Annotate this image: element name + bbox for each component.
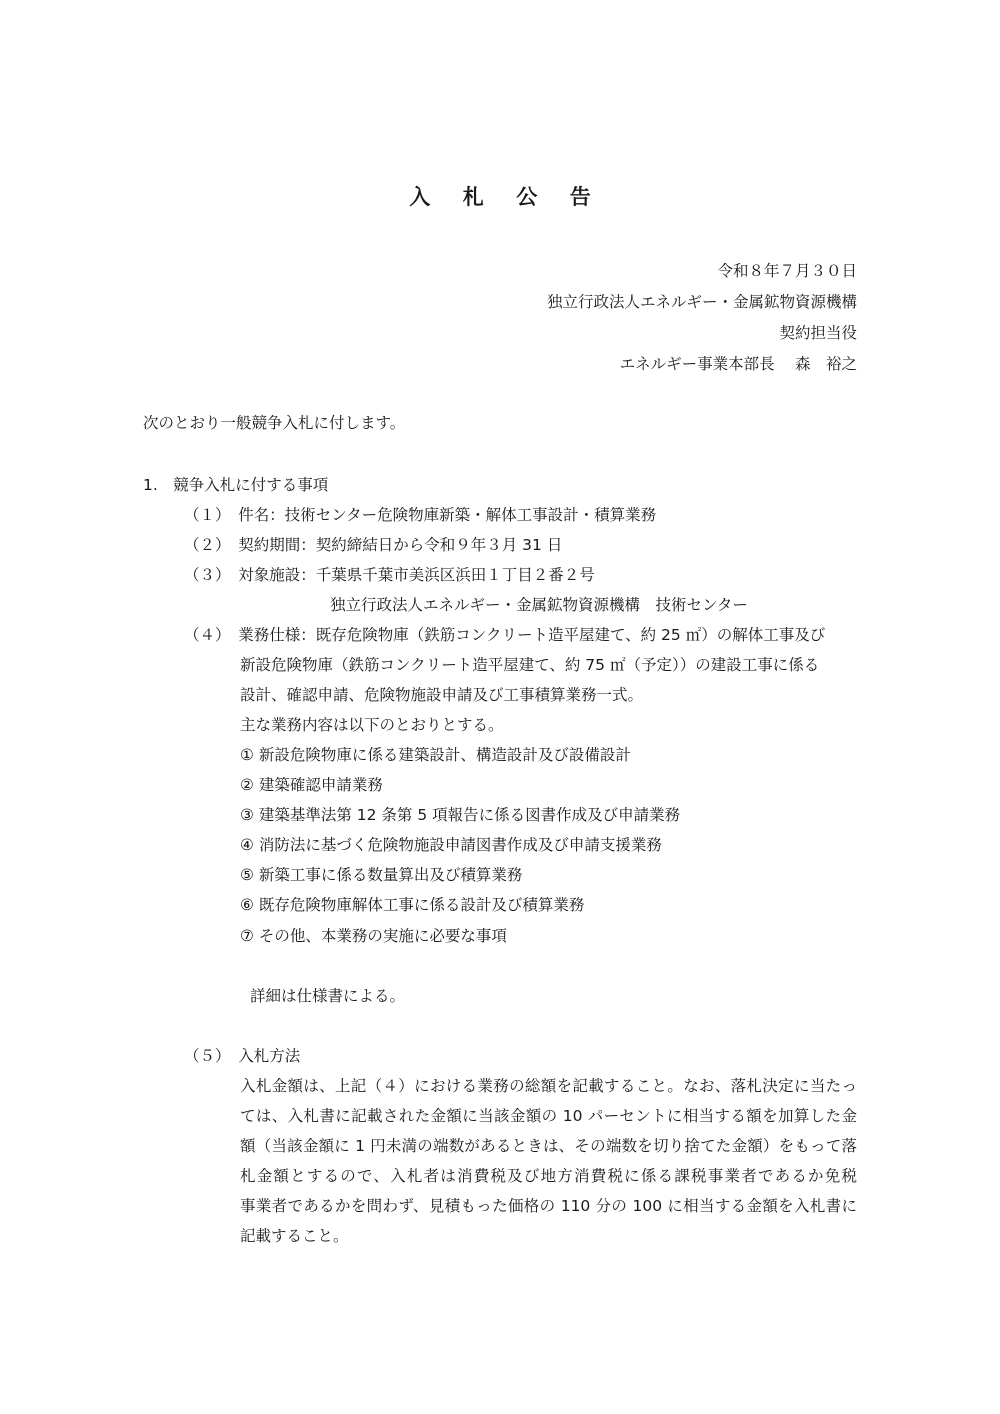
task-item: ③ 建築基準法第 12 条第 5 項報告に係る図書作成及び申請業務 [240, 806, 681, 824]
item3-facility: （３） 対象施設：千葉県千葉市美浜区浜田１丁目２番２号 [184, 566, 595, 584]
item4-spec-line1: （４） 業務仕様：既存危険物庫（鉄筋コンクリート造平屋建て、約 25 ㎡）の解体工事及び [184, 626, 826, 644]
task-item: ② 建築確認申請業務 [240, 776, 383, 794]
item2-contract-period: （２） 契約期間：契約締結日から令和９年３月 31 日 [184, 536, 563, 554]
item4-spec-line3: 設計、確認申請、危険物施設申請及び工事積算業務一式。 [240, 686, 644, 704]
task-item: ④ 消防法に基づく危険物施設申請図書作成及び申請支援業務 [240, 836, 662, 854]
details-note: 詳細は仕様書による。 [250, 987, 406, 1005]
item5-paragraph-line: 記載すること。 [240, 1227, 349, 1245]
task-item: ⑥ 既存危険物庫解体工事に係る設計及び積算業務 [240, 896, 585, 914]
page-title: 入 札 公 告 [409, 185, 604, 209]
item5-paragraph-line: 額（当該金額に 1 円未満の端数があるときは、その端数を切り捨てた金額）をもって落 [240, 1137, 857, 1155]
task-item: ⑤ 新築工事に係る数量算出及び積算業務 [240, 866, 523, 884]
item5-paragraph-line: 入札金額は、上記（４）における業務の総額を記載すること。なお、落札決定に当たっ [240, 1077, 857, 1095]
task-item: ⑦ その他、本業務の実施に必要な事項 [240, 927, 507, 945]
task-item: ① 新設危険物庫に係る建築設計、構造設計及び設備設計 [240, 746, 631, 764]
item4-spec-line2: 新設危険物庫（鉄筋コンクリート造平屋建て、約 75 ㎡（予定））の建設工事に係る [240, 656, 820, 674]
item4-spec-line4: 主な業務内容は以下のとおりとする。 [240, 716, 504, 734]
contract-role: 契約担当役 [779, 324, 857, 342]
item5-heading: （５） 入札方法 [184, 1047, 301, 1065]
item1-subject: （１） 件名：技術センター危険物庫新築・解体工事設計・積算業務 [184, 506, 657, 524]
intro-text: 次のとおり一般競争入札に付します。 [143, 414, 406, 432]
notice-date: 令和８年７月３０日 [717, 262, 857, 280]
item5-paragraph-line: 事業者であるかを問わず、見積もった価格の 110 分の 100 に相当する金額を入札書に [240, 1197, 857, 1215]
item5-paragraph-line: 札金額とするので、入札者は消費税及び地方消費税に係る課税事業者であるか免税 [240, 1167, 857, 1185]
item5-paragraph-line: ては、入札書に記載された金額に当該金額の 10 パーセントに相当する額を加算した金 [240, 1107, 857, 1125]
signatory-name: エネルギー事業本部長 森 裕之 [619, 355, 857, 373]
item3-facility-name: 独立行政法人エネルギー・金属鉱物資源機構 技術センター [330, 596, 748, 614]
section1-heading: 1. 競争入札に付する事項 [143, 476, 329, 494]
organization-name: 独立行政法人エネルギー・金属鉱物資源機構 [546, 293, 857, 311]
